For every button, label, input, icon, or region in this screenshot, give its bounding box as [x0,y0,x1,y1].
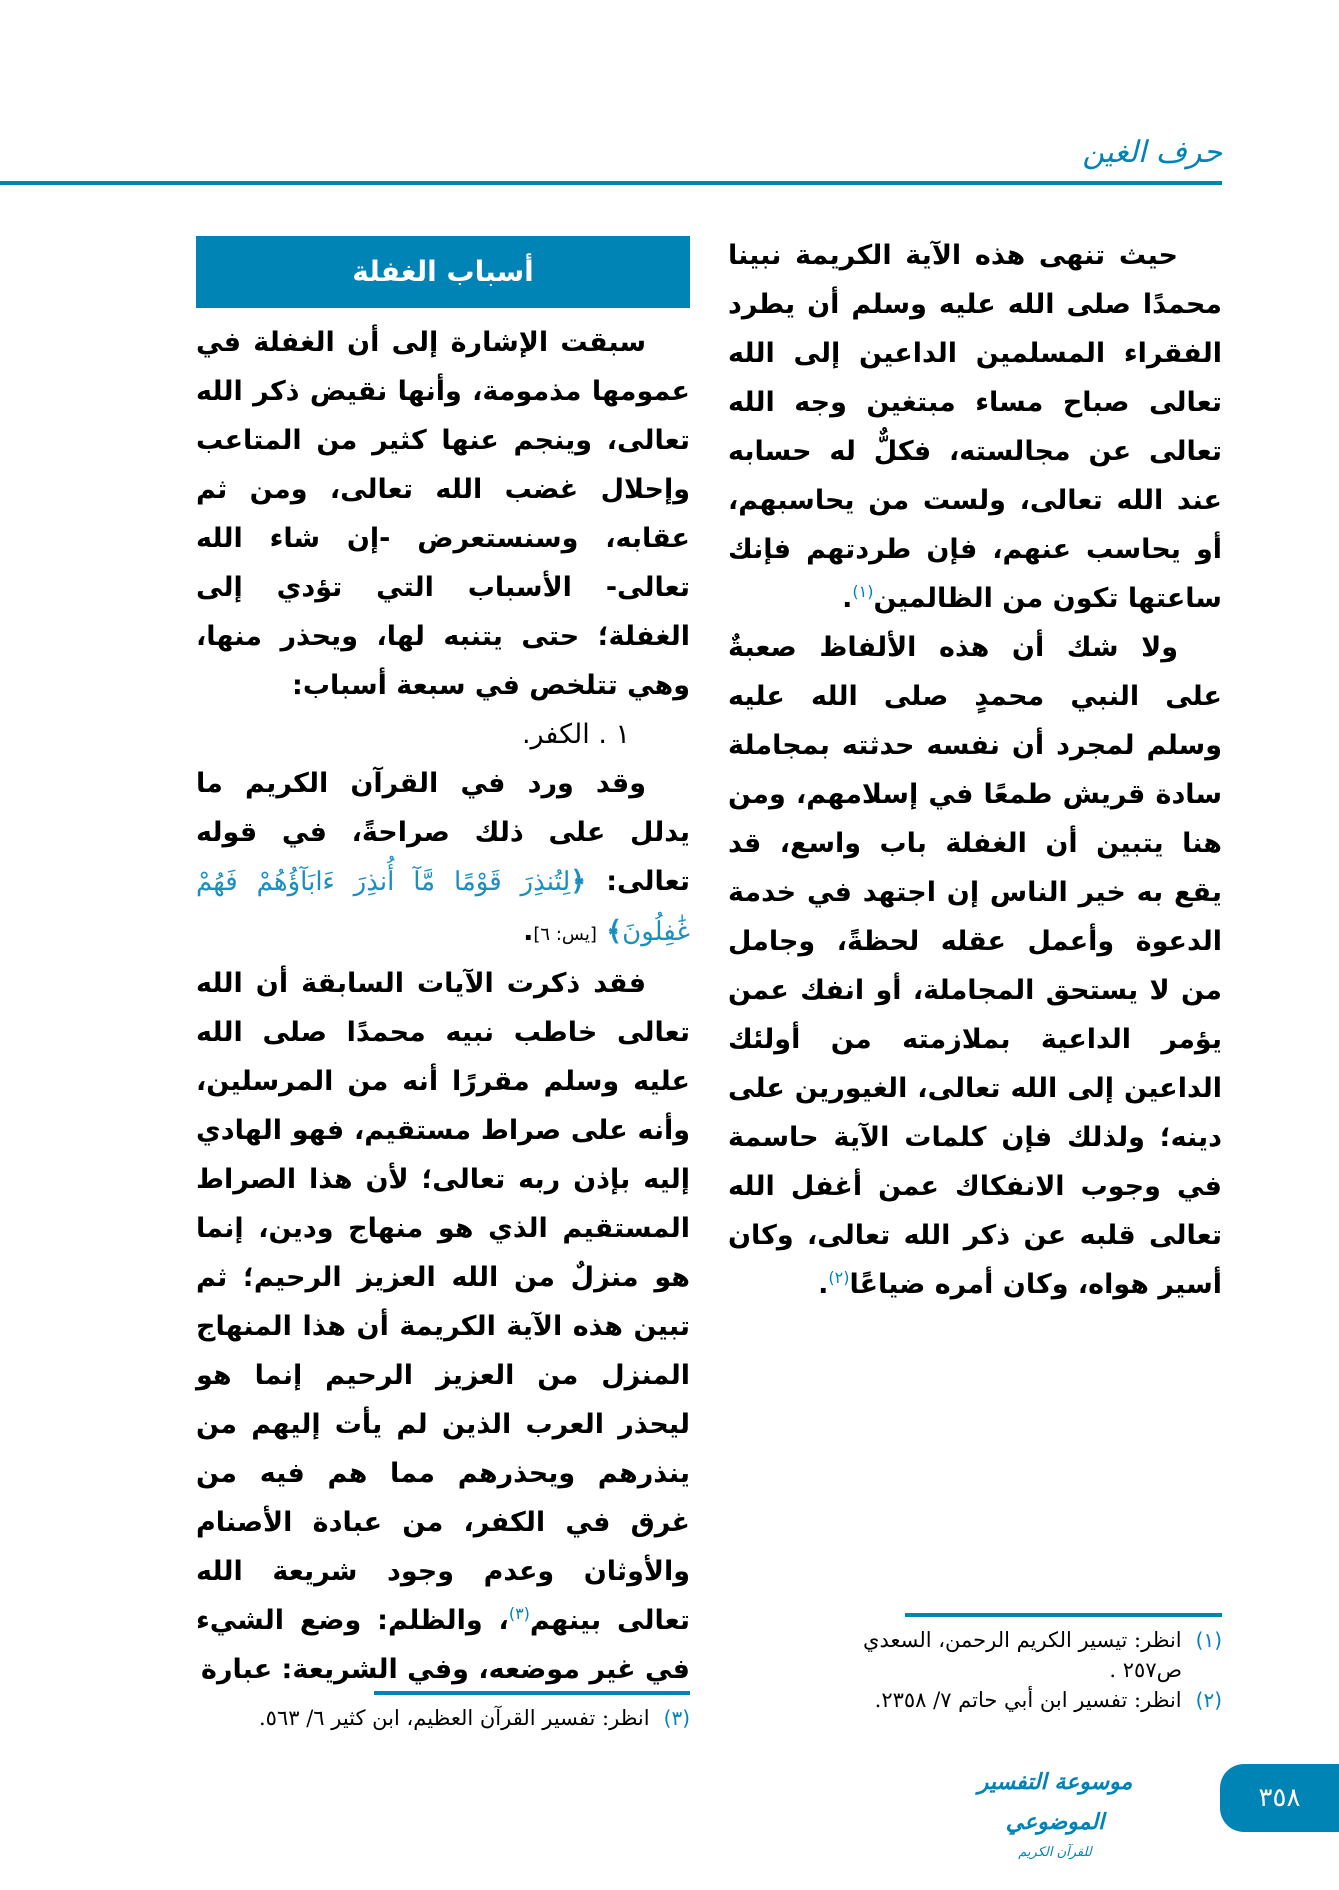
footnote-rule [905,1613,1222,1617]
running-title: حرف الغين [1082,135,1222,170]
section-heading: أسباب الغفلة [196,236,690,308]
paragraph [196,959,690,1694]
footnote-number: (٣) [663,1706,690,1730]
footnote-continuation: ص٢٥٧ . [1109,1658,1182,1682]
encyclopedia-logo [925,1762,1185,1860]
paragraph [728,623,1222,1309]
paragraph-end: . [842,583,853,614]
footnote [728,1625,1222,1655]
footnotes-right [728,1625,1222,1715]
verse-paragraph [196,759,690,959]
footnote [728,1685,1222,1715]
verse-reference: [يس: ٦] [533,924,597,945]
ornate-bracket-open-icon: ﴿ [570,866,587,897]
footnote-ref-2[interactable]: (٢) [828,1268,850,1287]
footnote-rule [374,1691,690,1695]
quran-verse: لِتُنذِرَ قَوْمًا مَّآ أُنذِرَ ءَابَآؤُهُمْ فَهُمْ غَٰفِلُونَ [196,867,690,947]
right-column [728,231,1222,1309]
list-item: ١ . الكفر. [521,719,630,750]
footnote-ref-3[interactable]: (٣) [508,1604,530,1623]
footnote-number: (٢) [1195,1688,1222,1712]
header-rule [0,181,1222,185]
footnote-ref-1[interactable]: (١) [852,582,874,601]
footnote-text: انظر: تفسير ابن أبي حاتم ٧/ ٢٣٥٨. [874,1688,1182,1712]
footnote-text: انظر: تيسير الكريم الرحمن، السعدي [863,1628,1182,1652]
footnote [196,1703,690,1733]
ornate-bracket-close-icon: ﴾ [606,916,623,947]
footnote-text: انظر: تفسير القرآن العظيم، ابن كثير ٦/ ٥٦٣. [258,1706,650,1730]
logo-subtitle: للقرآن الكريم [1018,1845,1092,1860]
verse-intro: وقد ورد في القرآن الكريم ما يدلل على ذلك صراحةً، في قوله تعالى: [196,768,690,897]
paragraph-end: . [523,916,534,947]
paragraph-end: . [818,1269,829,1300]
paragraph [728,231,1222,623]
page-number: ٣٥٨ [1220,1764,1339,1832]
intro-paragraph: سبقت الإشارة إلى أن الغفلة في عمومها مذمومة، وأنها نقيض ذكر الله تعالى، وينجم عنها كثير من المتاعب وإحلال غضب الله تعالى، ومن ثم عقابه، وسنستعرض -إن شاء الله تعالى- الأسباب التي تؤدي إلى الغفلة؛ حتى يتنبه لها، ويحذر منها، وهي تتلخص في سبعة أسباب: [196,327,690,701]
left-column [196,318,690,1694]
paragraph-continuation: ، والظلم: وضع الشيء في غير موضعه، وفي الشريعة: عبارة [196,1605,690,1685]
paragraph-text: ولا شك أن هذه الألفاظ صعبةٌ على النبي محمدٍ صلى الله عليه وسلم لمجرد أن نفسه حدثته بمجاملة سادة قريش طمعًا في إسلامهم، ومن هنا يتبين أن الغفلة باب واسع، قد يقع به خير الناس إن اجتهد في خدمة الدعوة وأعمل عقله لحظةً، وجامل من لا يستحق المجاملة، أو انفك عمن يؤمر الداعية بملازمته من أولئك الداعين إلى الله تعالى، الغيورين على دينه؛ ولذلك فإن كلمات الآية حاسمة في وجوب الانفكاك عمن أغفل الله تعالى قلبه عن ذكر الله تعالى، وكان أسير هواه، وكان أمره ضياعًا [728,632,1222,1300]
paragraph-text: حيث تنهى هذه الآية الكريمة نبينا محمدًا صلى الله عليه وسلم أن يطرد الفقراء المسلمين الداعين إلى الله تعالى صباح مساء مبتغين وجه الله تعالى عن مجالسته، فكلٌّ له حسابه عند الله تعالى، ولست من يحاسبهم، أو يحاسب عنهم، فإن طردتهم فإنك ساعتها تكون من الظالمين [728,240,1222,614]
logo-title: موسوعة التفسير الموضوعي [977,1769,1133,1835]
footnote-number: (١) [1195,1628,1222,1652]
footnotes-left [196,1703,690,1733]
paragraph-text: فقد ذكرت الآيات السابقة أن الله تعالى خاطب نبيه محمدًا صلى الله عليه وسلم مقررًا أنه من المرسلين، وأنه على صراط مستقيم، فهو الهادي إليه بإذن ربه تعالى؛ لأن هذا الصراط المستقيم الذي هو منهاج ودين، إنما هو منزلٌ من الله العزيز الرحيم؛ ثم تبين هذه الآية الكريمة أن هذا المنهاج المنزل من العزيز الرحيم إنما هو ليحذر العرب الذين لم يأت إليهم من ينذرهم ويحذرهم مما هم فيه من غرق في الكفر، من عبادة الأصنام والأوثان وعدم وجود شريعة الله تعالى بينهم [196,968,690,1636]
